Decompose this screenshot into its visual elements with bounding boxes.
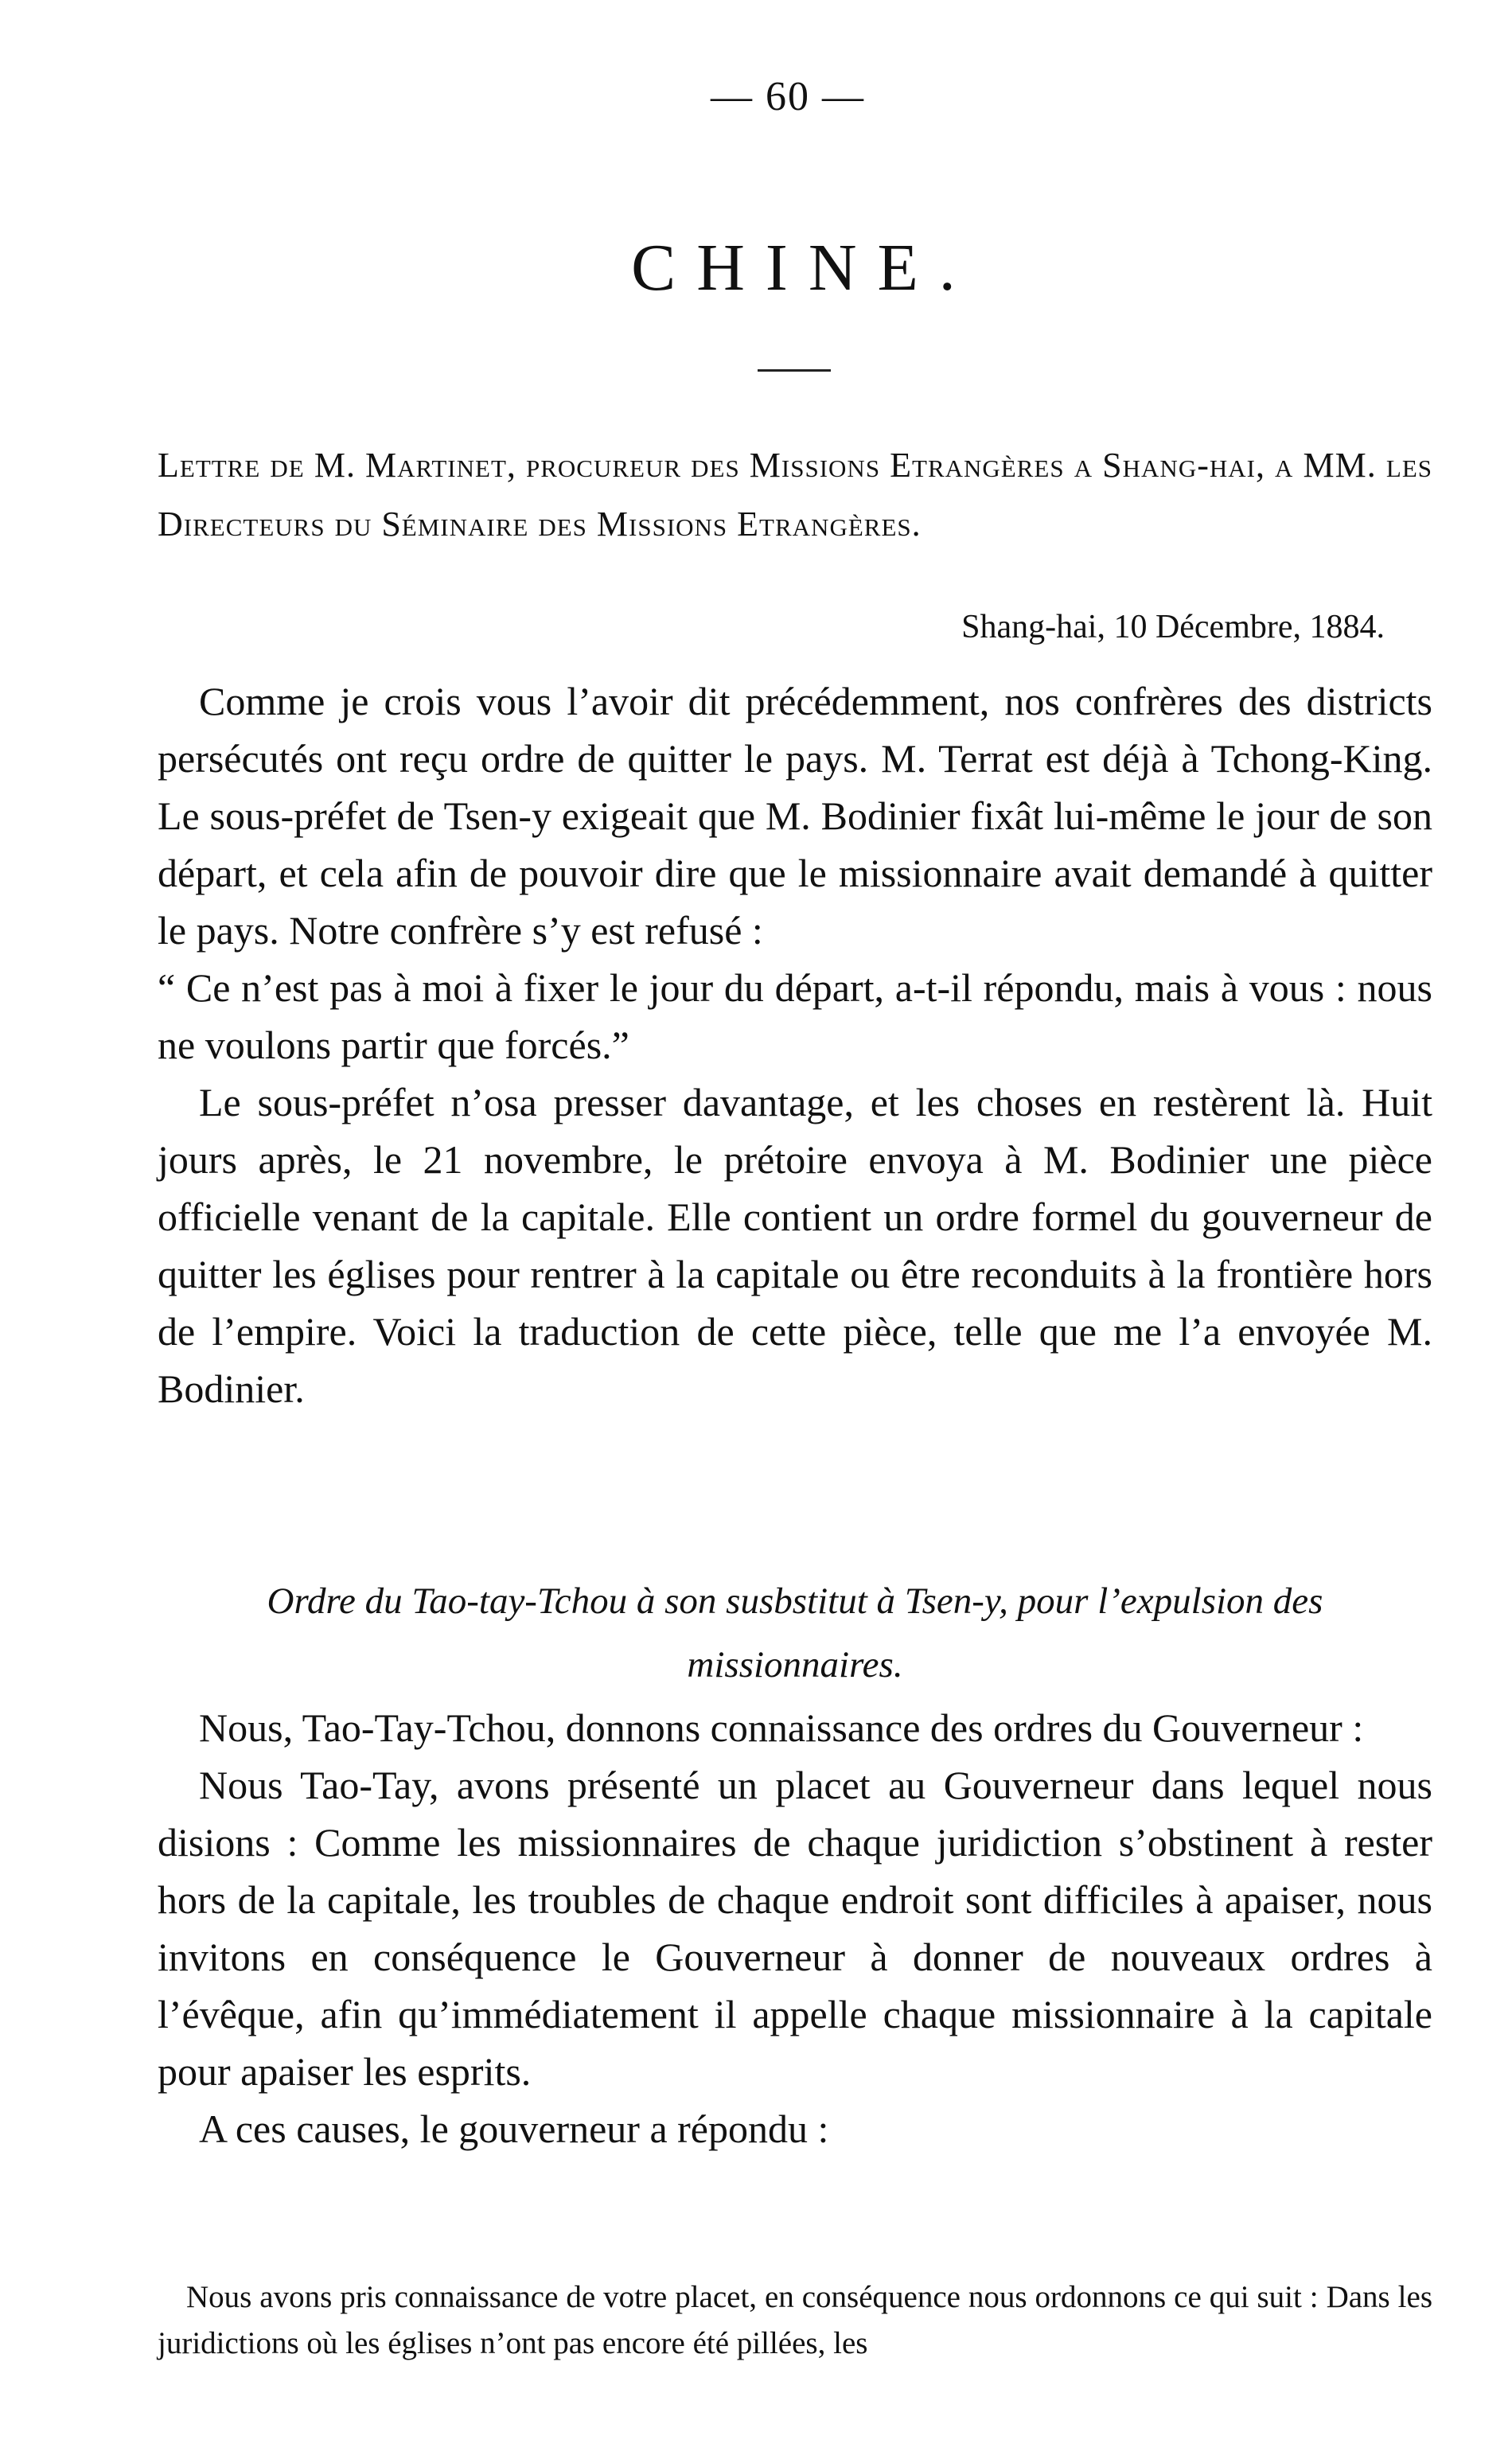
page-number: — 60 —: [711, 74, 865, 119]
decree-body: [158, 1699, 1432, 2157]
quotation: “ Ce n’est pas à moi à fixer le jour du départ, a-t-il répondu, mais à vous : nous ne voulons partir que forcés.”: [158, 965, 1432, 1067]
title-divider: [758, 369, 831, 372]
governor-response: [158, 2274, 1432, 2367]
paragraph: Nous, Tao-Tay-Tchou, donnons connaissance des ordres du Gouverneur :: [199, 1705, 1364, 1750]
paragraph: Comme je crois vous l’avoir dit précédemment, nos confrères des districts persécutés ont reçu ordre de quitter le pays. M. Terrat est déjà à Tchong-King. Le sous-préfet de Tsen-y exigeait que M. Bodinier fixât lui-même le jour de son départ, et cela afin de pouvoir dire que le missionnaire avait demandé à quitter le pays. Notre confrère s’y est refusé :: [158, 679, 1432, 953]
chapter-title: CHINE.: [631, 231, 976, 305]
letter-heading: Lettre de M. Martinet, procureur des Missions Etrangères a Shang-hai, a MM. les Directeurs du Séminaire des Missions Etrangères.: [158, 446, 1432, 544]
dateline: Shang-hai, 10 Décembre, 1884.: [961, 609, 1385, 645]
decree-subtitle: Ordre du Tao-tay-Tchou à son susbstitut à Tsen-y, pour l’expulsion des missionnaires.: [267, 1580, 1323, 1686]
paragraph: A ces causes, le gouverneur a répondu :: [199, 2106, 829, 2151]
paragraph: Le sous-préfet n’osa presser davantage, et les choses en restèrent là. Huit jours après, le 21 novembre, le prétoire envoya à M. Bodinier une pièce officielle venant de la capitale. Elle contient un ordre formel du gouverneur de quitter les églises pour rentrer à la capitale ou être reconduits à la frontière hors de l’empire. Voici la traduction de cette pièce, telle que me l’a envoyée M. Bodinier.: [158, 1080, 1432, 1411]
paragraph: Nous avons pris connaissance de votre placet, en conséquence nous ordonnons ce qui suit : Dans les juridictions où les églises n’ont pas encore été pillées, les: [158, 2280, 1432, 2360]
paragraph: Nous Tao-Tay, avons présenté un placet au Gouverneur dans lequel nous disions : Comme les missionnaires de chaque juridiction s’obstinent à rester hors de la capitale, les troubles de chaque endroit sont difficiles à apaiser, nous invitons en conséquence le Gouverneur à donner de nouveaux ordres à l’évêque, afin qu’immédiatement il appelle chaque missionnaire à la capitale pour apaiser les esprits.: [158, 1763, 1432, 2094]
letter-body: [158, 672, 1432, 1417]
